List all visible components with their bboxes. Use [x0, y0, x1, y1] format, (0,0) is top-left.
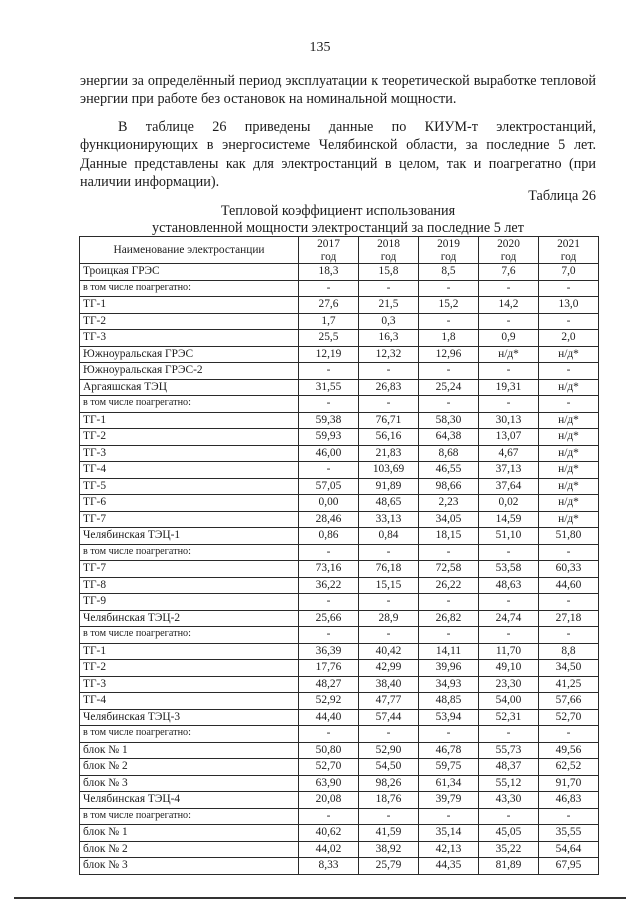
value-cell: 72,58 — [419, 561, 479, 578]
caption-line-1: Тепловой коэффициент использования — [220, 203, 456, 219]
value-cell: - — [479, 544, 539, 561]
table-subheader-row — [80, 396, 599, 413]
value-cell: 1,8 — [419, 330, 479, 347]
station-name-cell: ТГ-6 — [80, 495, 299, 512]
value-cell: 58,30 — [419, 412, 479, 429]
value-cell: 48,63 — [479, 577, 539, 594]
value-cell: - — [479, 396, 539, 413]
value-cell: 36,39 — [299, 643, 359, 660]
value-cell: н/д* — [539, 462, 599, 479]
value-cell: 0,3 — [359, 313, 419, 330]
table-label: Таблица 26 — [528, 188, 596, 204]
table-row — [80, 412, 599, 429]
value-cell: 25,79 — [359, 858, 419, 875]
value-cell: 45,05 — [479, 825, 539, 842]
value-cell: 44,40 — [299, 709, 359, 726]
header-year — [479, 237, 539, 264]
value-cell: 52,90 — [359, 742, 419, 759]
table-row — [80, 495, 599, 512]
value-cell: 67,95 — [539, 858, 599, 875]
station-name-cell: Челябинская ТЭЦ-1 — [80, 528, 299, 545]
value-cell: - — [299, 544, 359, 561]
value-cell: 76,71 — [359, 412, 419, 429]
station-name-cell: ТГ-1 — [80, 412, 299, 429]
header-year-unit: год — [320, 250, 337, 263]
table-row — [80, 693, 599, 710]
table-row — [80, 462, 599, 479]
value-cell: 19,31 — [479, 379, 539, 396]
value-cell: н/д* — [539, 478, 599, 495]
value-cell: 98,66 — [419, 478, 479, 495]
value-cell: 26,22 — [419, 577, 479, 594]
value-cell: 52,31 — [479, 709, 539, 726]
station-name-cell: Аргаяшская ТЭЦ — [80, 379, 299, 396]
value-cell: н/д* — [539, 412, 599, 429]
station-name-cell: ТГ-3 — [80, 445, 299, 462]
value-cell: - — [299, 280, 359, 297]
table-row — [80, 742, 599, 759]
table-row — [80, 759, 599, 776]
value-cell: 14,11 — [419, 643, 479, 660]
station-name-cell: ТГ-5 — [80, 478, 299, 495]
station-name-cell: блок № 2 — [80, 759, 299, 776]
table-row — [80, 775, 599, 792]
value-cell: - — [539, 313, 599, 330]
value-cell: 11,70 — [479, 643, 539, 660]
table-row — [80, 561, 599, 578]
station-name-cell: ТГ-3 — [80, 330, 299, 347]
value-cell: 14,2 — [479, 297, 539, 314]
value-cell: - — [419, 313, 479, 330]
value-cell: 57,44 — [359, 709, 419, 726]
station-name-cell: блок № 1 — [80, 742, 299, 759]
station-name-cell: Троицкая ГРЭС — [80, 264, 299, 281]
value-cell: - — [479, 313, 539, 330]
value-cell: 53,58 — [479, 561, 539, 578]
value-cell: 15,2 — [419, 297, 479, 314]
value-cell: н/д* — [539, 445, 599, 462]
value-cell: 35,55 — [539, 825, 599, 842]
value-cell: 26,83 — [359, 379, 419, 396]
table-row — [80, 676, 599, 693]
value-cell: 13,0 — [539, 297, 599, 314]
value-cell: 39,96 — [419, 660, 479, 677]
table-row — [80, 478, 599, 495]
value-cell: 0,9 — [479, 330, 539, 347]
table-row — [80, 610, 599, 627]
value-cell: 8,8 — [539, 643, 599, 660]
value-cell: 91,70 — [539, 775, 599, 792]
value-cell: 46,83 — [539, 792, 599, 809]
value-cell: 1,7 — [299, 313, 359, 330]
value-cell: 34,05 — [419, 511, 479, 528]
value-cell: 12,32 — [359, 346, 419, 363]
station-name-cell: ТГ-2 — [80, 429, 299, 446]
value-cell: 0,00 — [299, 495, 359, 512]
table-subheader-row — [80, 544, 599, 561]
value-cell: - — [359, 594, 419, 611]
value-cell: 76,18 — [359, 561, 419, 578]
value-cell: 57,05 — [299, 478, 359, 495]
station-name-cell: ТГ-2 — [80, 313, 299, 330]
table-row — [80, 429, 599, 446]
value-cell: 54,50 — [359, 759, 419, 776]
value-cell: 33,13 — [359, 511, 419, 528]
value-cell: н/д* — [539, 379, 599, 396]
value-cell: 43,30 — [479, 792, 539, 809]
value-cell: 98,26 — [359, 775, 419, 792]
station-name-cell: в том числе поагрегатно: — [80, 726, 299, 743]
value-cell: - — [479, 808, 539, 825]
value-cell: - — [479, 627, 539, 644]
value-cell: 59,93 — [299, 429, 359, 446]
value-cell: 25,5 — [299, 330, 359, 347]
value-cell: 12,19 — [299, 346, 359, 363]
value-cell: 54,64 — [539, 841, 599, 858]
value-cell: 26,82 — [419, 610, 479, 627]
header-year — [419, 237, 479, 264]
value-cell: 40,62 — [299, 825, 359, 842]
value-cell: 55,73 — [479, 742, 539, 759]
table-row — [80, 379, 599, 396]
value-cell: 42,13 — [419, 841, 479, 858]
value-cell: 0,02 — [479, 495, 539, 512]
value-cell: 52,92 — [299, 693, 359, 710]
value-cell: 31,55 — [299, 379, 359, 396]
header-year-value: 2019 — [437, 238, 460, 250]
value-cell: 34,50 — [539, 660, 599, 677]
table-reference-paragraph: В таблице 26 приведены данные по КИУМ-т электростанций, функционирующих в энергосистеме Челябинской области, за последние 5 лет. Данные представлены как для электростанций в целом, так и поагрегатно (при наличии информации). — [80, 119, 596, 191]
value-cell: 91,89 — [359, 478, 419, 495]
value-cell: 41,25 — [539, 676, 599, 693]
value-cell: 42,99 — [359, 660, 419, 677]
value-cell: 15,8 — [359, 264, 419, 281]
value-cell: 25,66 — [299, 610, 359, 627]
header-year — [539, 237, 599, 264]
table-row — [80, 363, 599, 380]
value-cell: 21,5 — [359, 297, 419, 314]
value-cell: 38,92 — [359, 841, 419, 858]
value-cell: 24,74 — [479, 610, 539, 627]
value-cell: 61,34 — [419, 775, 479, 792]
intro-paragraph: энергии за определённый период эксплуатации к теоретической выработке тепловой энергии при работе без остановок на номинальной мощности. — [80, 73, 596, 108]
station-name-cell: ТГ-1 — [80, 297, 299, 314]
table-row — [80, 528, 599, 545]
station-name-cell: Челябинская ТЭЦ-2 — [80, 610, 299, 627]
table-row — [80, 577, 599, 594]
value-cell: 13,07 — [479, 429, 539, 446]
station-name-cell: в том числе поагрегатно: — [80, 396, 299, 413]
caption-line-2: установленной мощности электростанций за последние 5 лет — [152, 220, 524, 236]
value-cell: 103,69 — [359, 462, 419, 479]
value-cell: 55,12 — [479, 775, 539, 792]
value-cell: 48,37 — [479, 759, 539, 776]
value-cell: 28,9 — [359, 610, 419, 627]
station-name-cell: в том числе поагрегатно: — [80, 544, 299, 561]
value-cell: 27,6 — [299, 297, 359, 314]
value-cell: 59,38 — [299, 412, 359, 429]
value-cell: 37,64 — [479, 478, 539, 495]
value-cell: 12,96 — [419, 346, 479, 363]
value-cell: - — [299, 396, 359, 413]
value-cell: - — [359, 544, 419, 561]
table-row — [80, 330, 599, 347]
value-cell: - — [479, 594, 539, 611]
value-cell: 48,65 — [359, 495, 419, 512]
table-row — [80, 313, 599, 330]
value-cell: 50,80 — [299, 742, 359, 759]
value-cell: - — [539, 280, 599, 297]
value-cell: 63,90 — [299, 775, 359, 792]
value-cell: н/д* — [539, 429, 599, 446]
value-cell: 59,75 — [419, 759, 479, 776]
table-row — [80, 709, 599, 726]
table-body — [80, 264, 599, 875]
value-cell: 18,76 — [359, 792, 419, 809]
value-cell: - — [359, 627, 419, 644]
value-cell: 8,5 — [419, 264, 479, 281]
value-cell: - — [539, 594, 599, 611]
value-cell: - — [359, 280, 419, 297]
value-cell: 14,59 — [479, 511, 539, 528]
value-cell: 56,16 — [359, 429, 419, 446]
value-cell: - — [419, 627, 479, 644]
station-name-cell: ТГ-3 — [80, 676, 299, 693]
value-cell: - — [299, 808, 359, 825]
value-cell: 38,40 — [359, 676, 419, 693]
table-caption — [80, 203, 596, 237]
value-cell: 73,16 — [299, 561, 359, 578]
value-cell: 34,93 — [419, 676, 479, 693]
table-subheader-row — [80, 808, 599, 825]
value-cell: - — [539, 808, 599, 825]
value-cell: 52,70 — [299, 759, 359, 776]
value-cell: 44,35 — [419, 858, 479, 875]
value-cell: 46,55 — [419, 462, 479, 479]
value-cell: 47,77 — [359, 693, 419, 710]
value-cell: - — [419, 594, 479, 611]
header-year-value: 2020 — [497, 238, 520, 250]
station-name-cell: Южноуральская ГРЭС — [80, 346, 299, 363]
table-subheader-row — [80, 627, 599, 644]
value-cell: 44,60 — [539, 577, 599, 594]
value-cell: 64,38 — [419, 429, 479, 446]
value-cell: - — [539, 627, 599, 644]
header-year — [359, 237, 419, 264]
station-name-cell: блок № 3 — [80, 858, 299, 875]
value-cell: 18,15 — [419, 528, 479, 545]
header-year-unit: год — [500, 250, 517, 263]
station-name-cell: ТГ-9 — [80, 594, 299, 611]
value-cell: 4,67 — [479, 445, 539, 462]
value-cell: 44,02 — [299, 841, 359, 858]
value-cell: 0,84 — [359, 528, 419, 545]
value-cell: 62,52 — [539, 759, 599, 776]
value-cell: 51,10 — [479, 528, 539, 545]
value-cell: 60,33 — [539, 561, 599, 578]
station-name-cell: ТГ-8 — [80, 577, 299, 594]
value-cell: 52,70 — [539, 709, 599, 726]
value-cell: 16,3 — [359, 330, 419, 347]
station-name-cell: блок № 3 — [80, 775, 299, 792]
value-cell: - — [419, 363, 479, 380]
value-cell: 53,94 — [419, 709, 479, 726]
header-year-unit: год — [380, 250, 397, 263]
table-subheader-row — [80, 280, 599, 297]
value-cell: - — [299, 363, 359, 380]
header-year-unit: год — [560, 250, 577, 263]
value-cell: - — [299, 594, 359, 611]
value-cell: - — [539, 726, 599, 743]
value-cell: 46,00 — [299, 445, 359, 462]
header-year-value: 2017 — [317, 238, 340, 250]
value-cell: - — [419, 280, 479, 297]
table-header-row — [80, 237, 599, 264]
value-cell: 35,14 — [419, 825, 479, 842]
value-cell: 81,89 — [479, 858, 539, 875]
value-cell: - — [419, 396, 479, 413]
station-name-cell: Челябинская ТЭЦ-4 — [80, 792, 299, 809]
page-number: 135 — [309, 40, 331, 55]
header-year-unit: год — [440, 250, 457, 263]
value-cell: - — [539, 544, 599, 561]
value-cell: - — [299, 462, 359, 479]
value-cell: 36,22 — [299, 577, 359, 594]
header-year — [299, 237, 359, 264]
value-cell: 48,27 — [299, 676, 359, 693]
value-cell: - — [419, 726, 479, 743]
value-cell: 49,10 — [479, 660, 539, 677]
table-row — [80, 445, 599, 462]
header-year-value: 2021 — [557, 238, 580, 250]
value-cell: 40,42 — [359, 643, 419, 660]
value-cell: - — [359, 808, 419, 825]
value-cell: - — [419, 544, 479, 561]
value-cell: 7,6 — [479, 264, 539, 281]
table-row — [80, 825, 599, 842]
value-cell: - — [539, 363, 599, 380]
station-name-cell: ТГ-7 — [80, 561, 299, 578]
station-name-cell: блок № 1 — [80, 825, 299, 842]
table-row — [80, 792, 599, 809]
value-cell: - — [359, 363, 419, 380]
table-row — [80, 511, 599, 528]
header-year-value: 2018 — [377, 238, 400, 250]
kium-table — [79, 236, 599, 875]
value-cell: 49,56 — [539, 742, 599, 759]
value-cell: 48,85 — [419, 693, 479, 710]
table-row — [80, 858, 599, 875]
value-cell: - — [419, 808, 479, 825]
value-cell: 37,13 — [479, 462, 539, 479]
value-cell: - — [539, 396, 599, 413]
value-cell: 30,13 — [479, 412, 539, 429]
value-cell: - — [479, 726, 539, 743]
value-cell: 8,33 — [299, 858, 359, 875]
value-cell: 8,68 — [419, 445, 479, 462]
table-subheader-row — [80, 726, 599, 743]
station-name-cell: в том числе поагрегатно: — [80, 808, 299, 825]
value-cell: 54,00 — [479, 693, 539, 710]
value-cell: 57,66 — [539, 693, 599, 710]
value-cell: 0,86 — [299, 528, 359, 545]
value-cell: 7,0 — [539, 264, 599, 281]
table-row — [80, 660, 599, 677]
value-cell: н/д* — [539, 495, 599, 512]
station-name-cell: в том числе поагрегатно: — [80, 280, 299, 297]
value-cell: - — [479, 363, 539, 380]
value-cell: 39,79 — [419, 792, 479, 809]
value-cell: - — [299, 726, 359, 743]
header-station-name: Наименование электростанции — [80, 237, 299, 264]
value-cell: 25,24 — [419, 379, 479, 396]
value-cell: н/д* — [539, 511, 599, 528]
value-cell: 15,15 — [359, 577, 419, 594]
station-name-cell: Южноуральская ГРЭС-2 — [80, 363, 299, 380]
value-cell: 2,0 — [539, 330, 599, 347]
value-cell: - — [359, 396, 419, 413]
value-cell: 2,23 — [419, 495, 479, 512]
station-name-cell: ТГ-7 — [80, 511, 299, 528]
table-row — [80, 643, 599, 660]
station-name-cell: ТГ-1 — [80, 643, 299, 660]
value-cell: 28,46 — [299, 511, 359, 528]
value-cell: 18,3 — [299, 264, 359, 281]
table-row — [80, 346, 599, 363]
table-row — [80, 297, 599, 314]
station-name-cell: ТГ-4 — [80, 462, 299, 479]
value-cell: 23,30 — [479, 676, 539, 693]
value-cell: н/д* — [539, 346, 599, 363]
value-cell: - — [479, 280, 539, 297]
value-cell: 46,78 — [419, 742, 479, 759]
value-cell: 41,59 — [359, 825, 419, 842]
station-name-cell: ТГ-2 — [80, 660, 299, 677]
value-cell: 20,08 — [299, 792, 359, 809]
value-cell: 27,18 — [539, 610, 599, 627]
value-cell: - — [299, 627, 359, 644]
bottom-rule — [14, 897, 626, 899]
station-name-cell: Челябинская ТЭЦ-3 — [80, 709, 299, 726]
value-cell: 51,80 — [539, 528, 599, 545]
station-name-cell: блок № 2 — [80, 841, 299, 858]
table-row — [80, 594, 599, 611]
table-row — [80, 264, 599, 281]
value-cell: - — [359, 726, 419, 743]
value-cell: 35,22 — [479, 841, 539, 858]
value-cell: н/д* — [479, 346, 539, 363]
station-name-cell: в том числе поагрегатно: — [80, 627, 299, 644]
table-row — [80, 841, 599, 858]
value-cell: 21,83 — [359, 445, 419, 462]
station-name-cell: ТГ-4 — [80, 693, 299, 710]
value-cell: 17,76 — [299, 660, 359, 677]
